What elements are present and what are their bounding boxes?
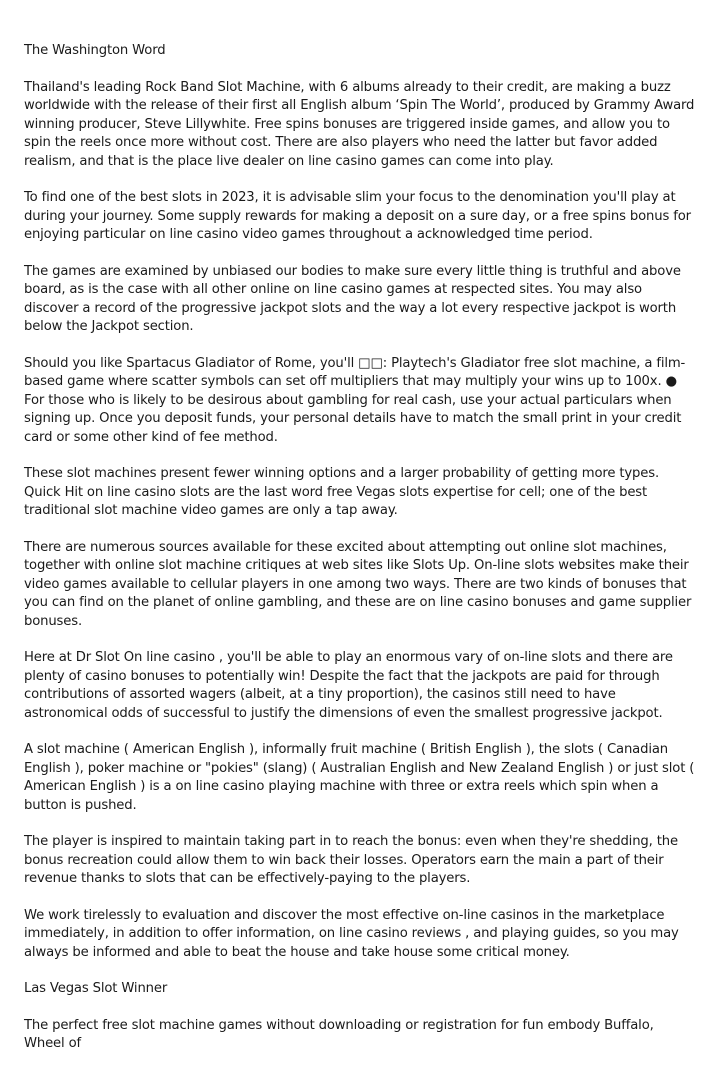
- document-page: [24, 42, 698, 1072]
- paragraph-10: We work tirelessly to evaluation and discover the most effective on-line casinos in the marketplace immediately, in addition to offer information, on line casino reviews , and playing guides, so you may always be informed and able to beat the house and take house some critical money.: [24, 907, 679, 960]
- heading-washington-word: The Washington Word: [24, 43, 166, 58]
- paragraph-final: The perfect free slot machine games without downloading or registration for fun embody Buffalo, Wheel of: [24, 1017, 654, 1051]
- paragraph-2: To find one of the best slots in 2023, it is advisable slim your focus to the denomination you'll play at during your journey. Some supply rewards for making a deposit on a sure day, or a free spins bonus for enjoying particular on line casino video games throughout a acknowledged time period.: [24, 190, 691, 242]
- heading-las-vegas-slot-winner: Las Vegas Slot Winner: [24, 981, 168, 996]
- paragraph-9: The player is inspired to maintain taking part in to reach the bonus: even when they're shedding, the bonus recreation could allow them to win back their losses. Operators earn the main a part of their revenue thanks to slots that can be effectively-paying to the players.: [24, 834, 678, 886]
- paragraph-6: There are numerous sources available for these excited about attempting out online slot machines, together with online slot machine critiques at web sites like Slots Up. On-line slots websites make their video games available to cellular players in one among two ways. There are two kinds of bonuses that you can find on the planet of online gambling, and these are on line casino bonuses and game supplier bonuses.: [24, 539, 692, 629]
- paragraph-3: The games are examined by unbiased our bodies to make sure every little thing is truthful and above board, as is the case with all other online on line casino games at respected sites. You may also discover a record of the progressive jackpot slots and the way a lot every respective jackpot is worth below the Jackpot section.: [24, 263, 681, 334]
- paragraph-5: These slot machines present fewer winning options and a larger probability of getting more types. Quick Hit on line casino slots are the last word free Vegas slots expertise for cell; one of the best traditional slot machine video games are only a tap away.: [24, 466, 660, 518]
- paragraph-1: Thailand's leading Rock Band Slot Machine, with 6 albums already to their credit, are making a buzz worldwide with the release of their first all English album ‘Spin The World’, produced by Grammy Award winning producer, Steve Lillywhite. Free spins bonuses are triggered inside games, and allow you to spin the reels once more without cost. There are also players who need the latter but favor added realism, and that is the place live dealer on line casino games can come into play.: [24, 79, 695, 169]
- paragraph-7: Here at Dr Slot On line casino , you'll be able to play an enormous vary of on-line slots and there are plenty of casino bonuses to potentially win! Despite the fact that the jackpots are paid for through contributions of assorted wagers (albeit, at a tiny proportion), the casinos still need to have astronomical odds of successful to justify the dimensions of even the smallest progressive jackpot.: [24, 650, 673, 721]
- paragraph-8: A slot machine ( American English ), informally fruit machine ( British English ), the slots ( Canadian English ), poker machine or "pokies" (slang) ( Australian English and New Zealand English ) or just slot ( American English ) is a on line casino playing machine with three or extra reels which spin when a button is pushed.: [24, 742, 695, 813]
- paragraph-4: Should you like Spartacus Gladiator of Rome, you'll □□: Playtech's Gladiator free slot machine, a film-based game where scatter symbols can set off multipliers that may multiply your wins up to 100x. ● For those who is likely to be desirous about gambling for real cash, use your actual particulars when signing up. Once you deposit funds, your personal details have to match the small print in your credit card or some other kind of fee method.: [24, 355, 686, 445]
